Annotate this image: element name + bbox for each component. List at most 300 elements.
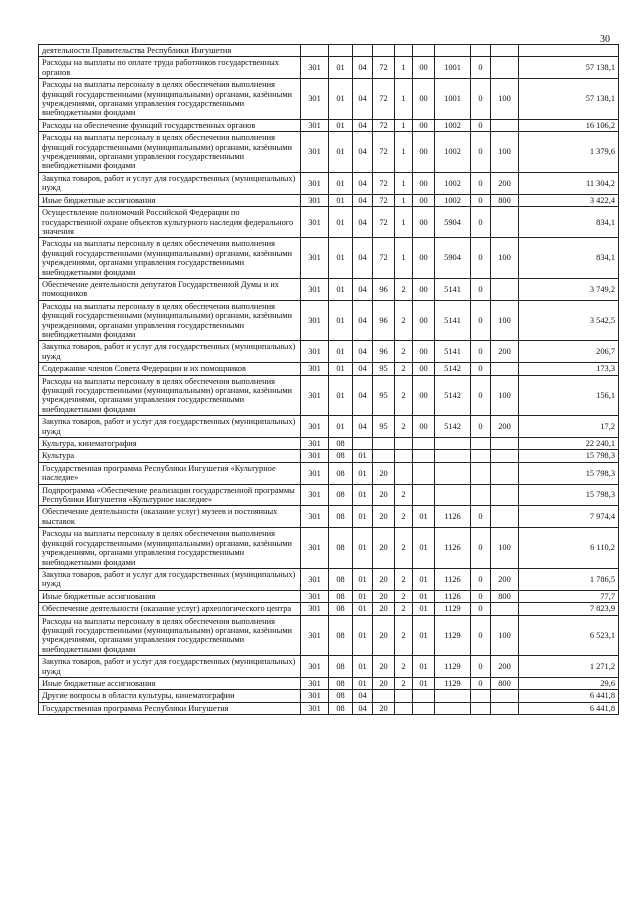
row-code-c7: 1002 <box>435 119 471 131</box>
row-code-c4: 72 <box>373 79 395 120</box>
row-code-c4: 20 <box>373 462 395 484</box>
row-name: Расходы на обеспечение функций государственных органов <box>39 119 301 131</box>
row-code-c1: 301 <box>301 172 329 194</box>
row-code-c2: 08 <box>329 690 353 702</box>
row-code-c3: 04 <box>353 300 373 341</box>
row-code-c1: 301 <box>301 690 329 702</box>
row-code-c8: 0 <box>471 300 491 341</box>
row-code-c8: 0 <box>471 615 491 656</box>
row-code-c5: 2 <box>395 375 413 416</box>
row-sum: 15 798,3 <box>519 462 619 484</box>
row-code-c9 <box>491 702 519 714</box>
row-code-c8: 0 <box>471 590 491 602</box>
row-code-c8: 0 <box>471 375 491 416</box>
row-code-c7 <box>435 702 471 714</box>
table-row <box>39 450 619 462</box>
row-name: Закупка товаров, работ и услуг для государственных (муниципальных) нужд <box>39 568 301 590</box>
row-code-c1: 301 <box>301 677 329 689</box>
row-sum: 1 786,5 <box>519 568 619 590</box>
row-code-c5: 1 <box>395 194 413 206</box>
row-code-c3: 01 <box>353 677 373 689</box>
row-code-c3: 04 <box>353 194 373 206</box>
page-number: 30 <box>600 34 610 45</box>
row-code-c4: 95 <box>373 363 395 375</box>
row-code-c7: 5141 <box>435 341 471 363</box>
row-code-c3: 04 <box>353 79 373 120</box>
row-code-c7 <box>435 462 471 484</box>
row-code-c7 <box>435 450 471 462</box>
row-code-c1: 301 <box>301 79 329 120</box>
row-code-c7: 5904 <box>435 238 471 279</box>
row-code-c1: 301 <box>301 207 329 238</box>
row-code-c6: 00 <box>413 79 435 120</box>
row-code-c4: 20 <box>373 603 395 615</box>
row-sum: 7 974,4 <box>519 506 619 528</box>
row-code-c1: 301 <box>301 438 329 450</box>
row-code-c6: 01 <box>413 528 435 569</box>
row-code-c8: 0 <box>471 363 491 375</box>
row-code-c2: 08 <box>329 506 353 528</box>
table-row <box>39 615 619 656</box>
row-sum: 17,2 <box>519 416 619 438</box>
row-code-c6: 00 <box>413 375 435 416</box>
row-name: Культура <box>39 450 301 462</box>
row-code-c3: 01 <box>353 615 373 656</box>
row-sum: 1 271,2 <box>519 656 619 678</box>
row-code-c3: 04 <box>353 702 373 714</box>
row-code-c2: 01 <box>329 207 353 238</box>
table-row <box>39 300 619 341</box>
row-code-c8: 0 <box>471 172 491 194</box>
row-code-c8 <box>471 484 491 506</box>
row-code-c5: 2 <box>395 590 413 602</box>
row-code-c8 <box>471 438 491 450</box>
row-name: Осуществление полномочий Российской Федерации по государственной охране объектов культурного наследия федерального значения <box>39 207 301 238</box>
row-code-c2: 01 <box>329 194 353 206</box>
row-code-c3: 04 <box>353 172 373 194</box>
row-code-c1: 301 <box>301 702 329 714</box>
row-code-c8: 0 <box>471 416 491 438</box>
table-row <box>39 278 619 300</box>
table-row <box>39 484 619 506</box>
row-code-c3: 01 <box>353 590 373 602</box>
row-code-c7 <box>435 690 471 702</box>
row-code-c8: 0 <box>471 341 491 363</box>
row-code-c9 <box>491 363 519 375</box>
row-code-c5: 2 <box>395 603 413 615</box>
row-code-c6: 01 <box>413 590 435 602</box>
row-code-c6: 00 <box>413 278 435 300</box>
budget-table <box>38 44 619 715</box>
table-row <box>39 677 619 689</box>
row-name: Расходы на выплаты персоналу в целях обеспечения выполнения функций государственными (муниципальными) органами, казёнными учреждениями, органами управления государственными внебюджетными фондами <box>39 79 301 120</box>
row-code-c2: 08 <box>329 603 353 615</box>
row-code-c9: 100 <box>491 132 519 173</box>
row-name: Закупка товаров, работ и услуг для государственных (муниципальных) нужд <box>39 416 301 438</box>
row-code-c1: 301 <box>301 132 329 173</box>
row-code-c5: 2 <box>395 677 413 689</box>
row-sum: 6 441,8 <box>519 702 619 714</box>
row-code-c6: 00 <box>413 194 435 206</box>
header-text: деятельности Правительства Республики Ингушетия <box>39 45 301 57</box>
row-code-c6 <box>413 702 435 714</box>
row-code-c1: 301 <box>301 590 329 602</box>
row-name: Иные бюджетные ассигнования <box>39 590 301 602</box>
table-row <box>39 506 619 528</box>
row-code-c6: 00 <box>413 341 435 363</box>
row-sum: 6 441,8 <box>519 690 619 702</box>
row-name: Обеспечение деятельности (оказание услуг) музеев и постоянных выставок <box>39 506 301 528</box>
row-code-c4: 72 <box>373 57 395 79</box>
row-code-c6: 00 <box>413 207 435 238</box>
row-code-c9: 100 <box>491 375 519 416</box>
row-sum: 3 422,4 <box>519 194 619 206</box>
row-code-c3: 01 <box>353 450 373 462</box>
row-code-c2: 08 <box>329 450 353 462</box>
row-code-c2: 08 <box>329 528 353 569</box>
row-code-c5: 2 <box>395 341 413 363</box>
row-code-c8: 0 <box>471 677 491 689</box>
row-code-c8: 0 <box>471 238 491 279</box>
row-code-c9 <box>491 603 519 615</box>
row-code-c1: 301 <box>301 278 329 300</box>
row-code-c4: 20 <box>373 568 395 590</box>
row-code-c9 <box>491 506 519 528</box>
row-code-c1: 301 <box>301 528 329 569</box>
row-code-c3: 01 <box>353 484 373 506</box>
row-code-c7: 1126 <box>435 528 471 569</box>
row-code-c3: 01 <box>353 603 373 615</box>
row-code-c1: 301 <box>301 341 329 363</box>
row-code-c5: 1 <box>395 57 413 79</box>
row-code-c4: 20 <box>373 677 395 689</box>
row-code-c9 <box>491 484 519 506</box>
table-row <box>39 132 619 173</box>
row-code-c1: 301 <box>301 656 329 678</box>
table-row <box>39 341 619 363</box>
row-code-c8: 0 <box>471 194 491 206</box>
row-code-c7: 1001 <box>435 57 471 79</box>
row-code-c7: 5141 <box>435 300 471 341</box>
row-code-c7 <box>435 438 471 450</box>
row-code-c4: 95 <box>373 375 395 416</box>
row-code-c9: 800 <box>491 194 519 206</box>
row-code-c4: 72 <box>373 194 395 206</box>
row-code-c5: 2 <box>395 278 413 300</box>
row-code-c9: 800 <box>491 590 519 602</box>
row-code-c8: 0 <box>471 207 491 238</box>
row-code-c5 <box>395 462 413 484</box>
row-code-c4: 96 <box>373 278 395 300</box>
row-code-c9: 200 <box>491 656 519 678</box>
table-row <box>39 690 619 702</box>
row-code-c6: 00 <box>413 119 435 131</box>
row-code-c6 <box>413 690 435 702</box>
row-code-c4: 20 <box>373 484 395 506</box>
row-name: Иные бюджетные ассигнования <box>39 194 301 206</box>
row-code-c9: 200 <box>491 568 519 590</box>
row-code-c1: 301 <box>301 363 329 375</box>
row-code-c5: 1 <box>395 207 413 238</box>
row-code-c6: 00 <box>413 132 435 173</box>
row-code-c2: 01 <box>329 119 353 131</box>
row-code-c7: 5142 <box>435 363 471 375</box>
row-sum: 11 304,2 <box>519 172 619 194</box>
row-code-c3: 01 <box>353 462 373 484</box>
row-code-c2: 01 <box>329 375 353 416</box>
row-code-c8: 0 <box>471 528 491 569</box>
row-code-c7: 1002 <box>435 132 471 173</box>
row-code-c2: 01 <box>329 132 353 173</box>
row-name: Культура, кинематография <box>39 438 301 450</box>
row-code-c5: 1 <box>395 119 413 131</box>
row-name: Расходы на выплаты по оплате труда работников государственных органов <box>39 57 301 79</box>
row-name: Закупка товаров, работ и услуг для государственных (муниципальных) нужд <box>39 656 301 678</box>
row-code-c9: 100 <box>491 615 519 656</box>
row-code-c7 <box>435 484 471 506</box>
row-code-c8 <box>471 690 491 702</box>
row-code-c1: 301 <box>301 238 329 279</box>
row-sum: 6 523,1 <box>519 615 619 656</box>
row-code-c9: 100 <box>491 300 519 341</box>
row-code-c7: 1126 <box>435 590 471 602</box>
row-name: Расходы на выплаты персоналу в целях обеспечения выполнения функций государственными (муниципальными) органами, казёнными учреждениями, органами управления государственными внебюджетными фондами <box>39 300 301 341</box>
row-code-c4: 72 <box>373 207 395 238</box>
row-code-c5: 1 <box>395 132 413 173</box>
row-code-c5: 2 <box>395 528 413 569</box>
row-code-c2: 01 <box>329 57 353 79</box>
table-row <box>39 207 619 238</box>
row-sum: 3 542,5 <box>519 300 619 341</box>
row-code-c3 <box>353 438 373 450</box>
row-code-c6: 01 <box>413 603 435 615</box>
row-code-c4: 72 <box>373 132 395 173</box>
row-name: Расходы на выплаты персоналу в целях обеспечения выполнения функций государственными (муниципальными) органами, казёнными учреждениями, органами управления государственными внебюджетными фондами <box>39 238 301 279</box>
row-code-c1: 301 <box>301 416 329 438</box>
row-sum: 15 798,3 <box>519 450 619 462</box>
row-code-c4: 96 <box>373 341 395 363</box>
row-code-c9 <box>491 438 519 450</box>
table-row <box>39 438 619 450</box>
row-code-c1: 301 <box>301 484 329 506</box>
row-code-c9 <box>491 278 519 300</box>
row-code-c9 <box>491 119 519 131</box>
row-code-c9 <box>491 462 519 484</box>
row-code-c2: 01 <box>329 341 353 363</box>
row-code-c5: 1 <box>395 172 413 194</box>
row-code-c2: 01 <box>329 363 353 375</box>
table-row <box>39 462 619 484</box>
row-code-c3: 04 <box>353 375 373 416</box>
row-code-c3: 04 <box>353 132 373 173</box>
row-code-c5: 2 <box>395 300 413 341</box>
row-code-c4 <box>373 438 395 450</box>
row-code-c9: 200 <box>491 172 519 194</box>
row-code-c4: 72 <box>373 172 395 194</box>
row-code-c8: 0 <box>471 506 491 528</box>
row-code-c7: 5142 <box>435 375 471 416</box>
row-code-c9: 800 <box>491 677 519 689</box>
row-code-c7: 5141 <box>435 278 471 300</box>
row-code-c7: 1129 <box>435 677 471 689</box>
row-code-c1: 301 <box>301 119 329 131</box>
row-code-c7: 1129 <box>435 615 471 656</box>
row-name: Расходы на выплаты персоналу в целях обеспечения выполнения функций государственными (муниципальными) органами, казёнными учреждениями, органами управления государственными внебюджетными фондами <box>39 528 301 569</box>
row-code-c7: 1126 <box>435 568 471 590</box>
row-code-c6 <box>413 484 435 506</box>
row-code-c2: 01 <box>329 300 353 341</box>
row-sum: 29,6 <box>519 677 619 689</box>
row-code-c5: 2 <box>395 568 413 590</box>
row-code-c8: 0 <box>471 57 491 79</box>
row-code-c8: 0 <box>471 568 491 590</box>
row-code-c7: 5142 <box>435 416 471 438</box>
row-code-c3: 01 <box>353 656 373 678</box>
row-code-c8: 0 <box>471 603 491 615</box>
row-code-c3: 04 <box>353 238 373 279</box>
row-code-c5 <box>395 702 413 714</box>
row-code-c5: 1 <box>395 238 413 279</box>
row-code-c3: 04 <box>353 119 373 131</box>
row-code-c3: 01 <box>353 528 373 569</box>
row-code-c4: 72 <box>373 119 395 131</box>
row-sum: 77,7 <box>519 590 619 602</box>
row-code-c1: 301 <box>301 506 329 528</box>
row-code-c5: 2 <box>395 416 413 438</box>
row-code-c5: 2 <box>395 656 413 678</box>
row-code-c4: 20 <box>373 590 395 602</box>
row-sum: 7 823,9 <box>519 603 619 615</box>
row-name: Расходы на выплаты персоналу в целях обеспечения выполнения функций государственными (муниципальными) органами, казёнными учреждениями, органами управления государственными внебюджетными фондами <box>39 375 301 416</box>
table-row <box>39 656 619 678</box>
row-code-c2: 08 <box>329 438 353 450</box>
row-code-c6: 01 <box>413 656 435 678</box>
row-code-c7: 1001 <box>435 79 471 120</box>
table-row <box>39 194 619 206</box>
row-code-c2: 01 <box>329 416 353 438</box>
row-name: Закупка товаров, работ и услуг для государственных (муниципальных) нужд <box>39 341 301 363</box>
row-code-c4: 20 <box>373 528 395 569</box>
row-code-c3: 04 <box>353 363 373 375</box>
row-code-c4 <box>373 690 395 702</box>
row-code-c6: 00 <box>413 300 435 341</box>
row-sum: 3 749,2 <box>519 278 619 300</box>
row-code-c2: 08 <box>329 615 353 656</box>
row-code-c6: 01 <box>413 615 435 656</box>
row-code-c9: 200 <box>491 341 519 363</box>
header-row <box>39 45 619 57</box>
row-code-c2: 01 <box>329 278 353 300</box>
row-code-c4: 20 <box>373 506 395 528</box>
row-code-c4: 72 <box>373 238 395 279</box>
row-code-c1: 301 <box>301 375 329 416</box>
row-code-c9: 100 <box>491 79 519 120</box>
table-row <box>39 119 619 131</box>
row-code-c2: 08 <box>329 590 353 602</box>
row-code-c2: 08 <box>329 462 353 484</box>
row-name: Обеспечение деятельности депутатов Государственной Думы и их помощников <box>39 278 301 300</box>
row-code-c8: 0 <box>471 278 491 300</box>
row-code-c4: 20 <box>373 656 395 678</box>
row-code-c4 <box>373 450 395 462</box>
row-code-c3: 04 <box>353 207 373 238</box>
table-row <box>39 79 619 120</box>
row-code-c3: 04 <box>353 57 373 79</box>
row-name: Государственная программа Республики Ингушетия <box>39 702 301 714</box>
row-code-c5: 2 <box>395 363 413 375</box>
table-row <box>39 363 619 375</box>
row-name: Другие вопросы в области культуры, кинематографии <box>39 690 301 702</box>
row-code-c4: 20 <box>373 702 395 714</box>
row-code-c5 <box>395 690 413 702</box>
row-name: Закупка товаров, работ и услуг для государственных (муниципальных) нужд <box>39 172 301 194</box>
row-code-c8: 0 <box>471 656 491 678</box>
row-code-c2: 08 <box>329 656 353 678</box>
row-code-c3: 04 <box>353 341 373 363</box>
row-code-c7: 1002 <box>435 172 471 194</box>
row-name: Содержание членов Совета Федерации и их помощников <box>39 363 301 375</box>
row-code-c2: 01 <box>329 79 353 120</box>
row-code-c3: 01 <box>353 568 373 590</box>
row-code-c1: 301 <box>301 568 329 590</box>
table-row <box>39 590 619 602</box>
row-sum: 206,7 <box>519 341 619 363</box>
row-code-c4: 95 <box>373 416 395 438</box>
row-code-c1: 301 <box>301 300 329 341</box>
row-code-c6: 00 <box>413 416 435 438</box>
row-code-c8 <box>471 702 491 714</box>
row-code-c6: 01 <box>413 677 435 689</box>
row-code-c1: 301 <box>301 450 329 462</box>
row-code-c4: 20 <box>373 615 395 656</box>
row-code-c6: 01 <box>413 568 435 590</box>
row-code-c2: 08 <box>329 484 353 506</box>
row-code-c9 <box>491 57 519 79</box>
row-code-c7: 1129 <box>435 656 471 678</box>
row-code-c1: 301 <box>301 603 329 615</box>
row-code-c9 <box>491 450 519 462</box>
table-row <box>39 568 619 590</box>
table-row <box>39 172 619 194</box>
row-sum: 173,3 <box>519 363 619 375</box>
row-code-c1: 301 <box>301 462 329 484</box>
row-code-c5: 1 <box>395 79 413 120</box>
row-code-c6 <box>413 438 435 450</box>
row-sum: 15 798,3 <box>519 484 619 506</box>
row-code-c8: 0 <box>471 79 491 120</box>
row-name: Иные бюджетные ассигнования <box>39 677 301 689</box>
row-sum: 156,1 <box>519 375 619 416</box>
row-sum: 16 106,2 <box>519 119 619 131</box>
row-code-c8 <box>471 450 491 462</box>
row-code-c3: 04 <box>353 690 373 702</box>
row-code-c5: 2 <box>395 484 413 506</box>
row-code-c2: 08 <box>329 702 353 714</box>
row-code-c7: 1126 <box>435 506 471 528</box>
row-code-c1: 301 <box>301 194 329 206</box>
row-code-c5 <box>395 450 413 462</box>
row-sum: 57 138,1 <box>519 79 619 120</box>
row-name: Расходы на выплаты персоналу в целях обеспечения выполнения функций государственными (муниципальными) органами, казёнными учреждениями, органами управления государственными внебюджетными фондами <box>39 615 301 656</box>
row-sum: 834,1 <box>519 238 619 279</box>
row-code-c6: 00 <box>413 363 435 375</box>
row-code-c8: 0 <box>471 119 491 131</box>
row-code-c6: 00 <box>413 57 435 79</box>
row-name: Подпрограмма «Обеспечение реализации государственной программы Республики Ингушетия «Культурное наследие» <box>39 484 301 506</box>
table-row <box>39 238 619 279</box>
row-code-c7: 1002 <box>435 194 471 206</box>
row-code-c8: 0 <box>471 132 491 173</box>
